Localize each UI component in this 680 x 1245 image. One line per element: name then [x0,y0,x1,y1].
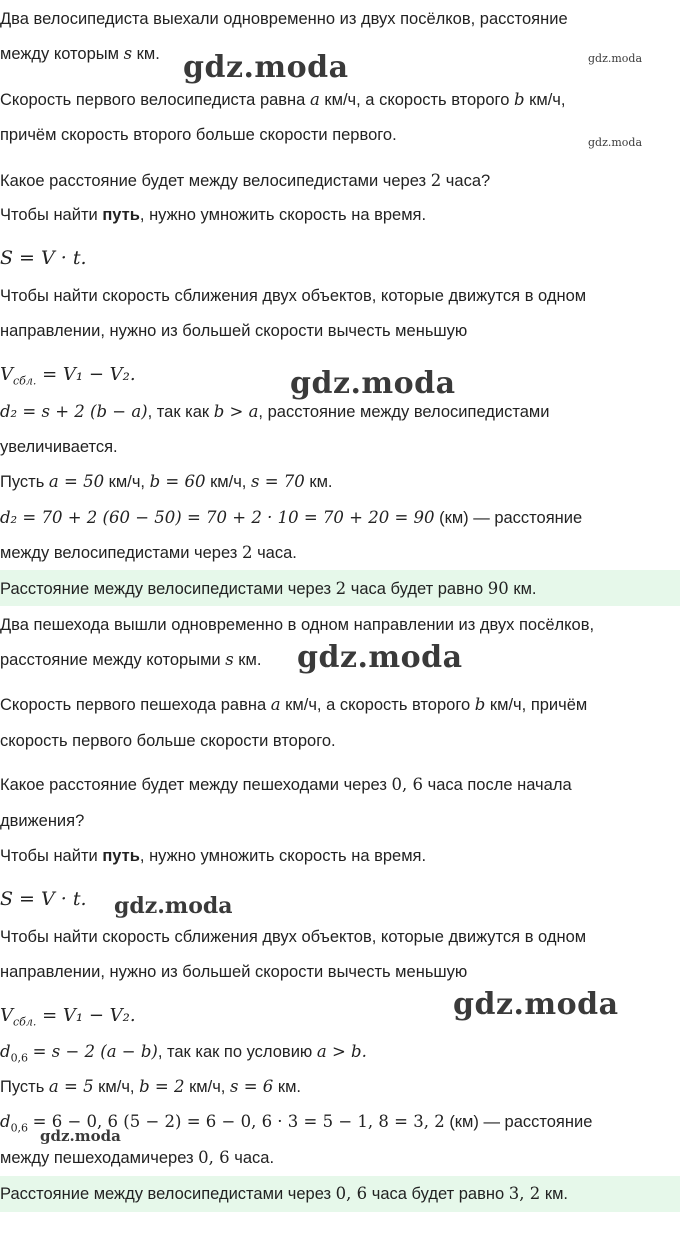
p1-let-values: Пусть a = 50 км/ч, b = 60 км/ч, s = 70 км. [0,472,333,491]
p2-formula-v: $V_{сбл.} = V_1 - V_2$. [0,1005,136,1029]
p2-approach-line-2: направлении, нужно из большей скорости вычесть меньшую [0,963,468,981]
p2-d-line: $d_{0,6} = s - 2$ (a − b), так как по условию a > b. [0,1042,367,1065]
watermark-8: gdz.moda [40,1127,121,1145]
p2-question-line-1: Какое расстояние будет между пешеходами через 0, 6 часа после начала [0,775,572,794]
p2-calc-line-2: между пешеходамичерез 0, 6 часа. [0,1148,275,1167]
p1-speed-line-1: Скорость первого велосипедиста равна a км/ч, а скорость второго b км/ч, [0,90,566,109]
p2-calc-line-1: $d_{0,6} = 6 - 0$, 6 (5 − 2) = 6 − 0, 6 · 3 = 5 − 1, 8 = 3, 2 (км) — расстояние [0,1112,593,1135]
p2-approach-line-1: Чтобы найти скорость сближения двух объектов, которые движутся в одном [0,928,587,946]
p2-let-values: Пусть a = 5 км/ч, b = 2 км/ч, s = 6 км. [0,1077,302,1096]
p2-intro-line-1: Два пешехода вышли одновременно в одном направлении из двух посёлков, [0,616,595,634]
watermark-5: gdz.moda [297,640,463,675]
p2-answer: Расстояние между велосипедистами через 0, 6 часа будет равно 3, 2 км. [0,1184,568,1203]
p1-path-rule: Чтобы найти путь, нужно умножить скорость на время. [0,206,427,224]
p2-formula-s: S = V · t. [0,888,87,910]
p1-intro-line-2: между которым s км. [0,44,160,63]
p1-approach-line-2: направлении, нужно из большей скорости вычесть меньшую [0,322,468,340]
p1-d2-line-1: d₂ = s + 2 (b − a), так как b > a, расстояние между велосипедистами [0,402,550,421]
p1-d2-line-2: увеличивается. [0,438,118,456]
p1-speed-line-2: причём скорость второго больше скорости первого. [0,126,397,144]
watermark-6: gdz.moda [114,893,233,919]
p1-formula-v: $V_{сбл.} = V_1 - V_2$. [0,364,136,388]
p2-speed-line-1: Скорость первого пешехода равна a км/ч, а скорость второго b км/ч, причём [0,695,588,714]
p1-calc-line-1: d₂ = 70 + 2 (60 − 50) = 70 + 2 · 10 = 70 + 20 = 90 (км) — расстояние [0,508,583,527]
p2-path-rule: Чтобы найти путь, нужно умножить скорость на время. [0,847,427,865]
p1-question: Какое расстояние будет между велосипедистами через 2 часа? [0,171,491,190]
p1-approach-line-1: Чтобы найти скорость сближения двух объектов, которые движутся в одном [0,287,587,305]
p1-intro-line-1: Два велосипедиста выехали одновременно из двух посёлков, расстояние [0,10,568,28]
p1-calc-line-2: между велосипедистами через 2 часа. [0,543,297,562]
p1-answer: Расстояние между велосипедистами через 2 часа будет равно 90 км. [0,579,537,598]
watermark-1: gdz.moda [183,50,349,85]
watermark-2: gdz.moda [588,52,643,65]
p1-formula-s: S = V · t. [0,247,87,269]
p2-intro-line-2: расстояние между которыми s км. [0,650,262,669]
watermark-7: gdz.moda [453,987,619,1022]
watermark-3: gdz.moda [588,136,643,149]
watermark-4: gdz.moda [290,366,456,401]
p2-speed-line-2: скорость первого больше скорости второго. [0,732,336,750]
p2-question-line-2: движения? [0,812,85,830]
